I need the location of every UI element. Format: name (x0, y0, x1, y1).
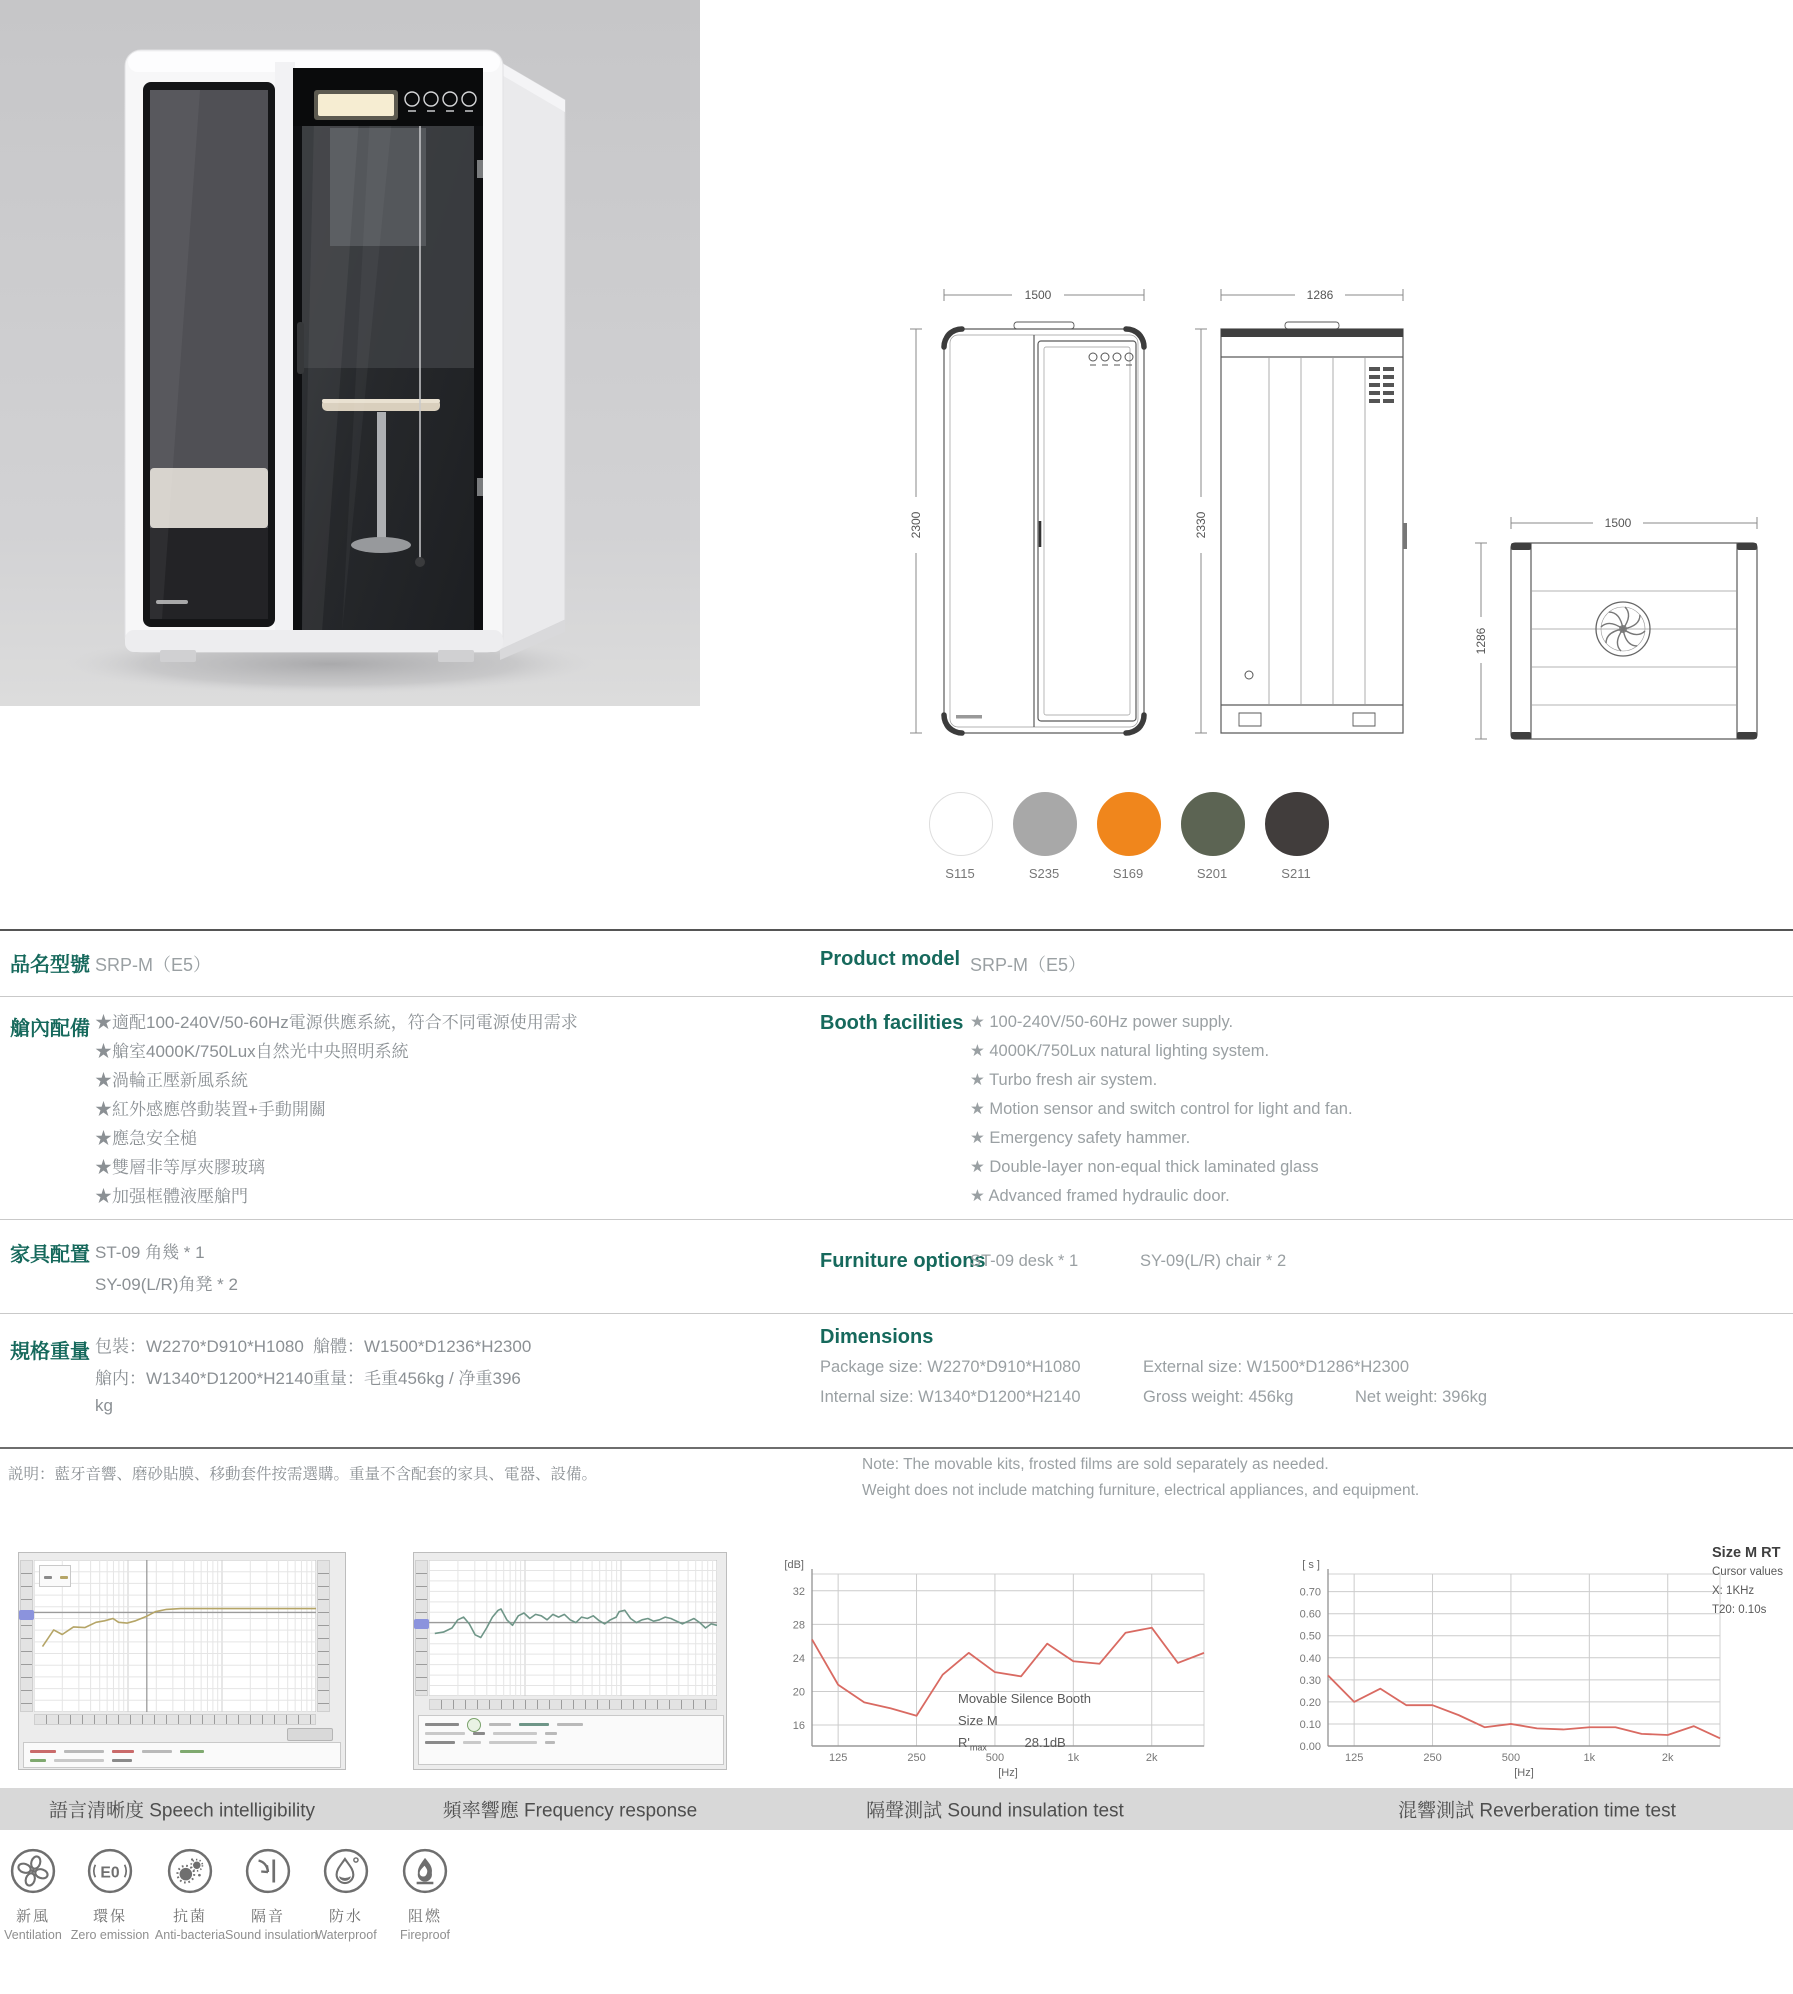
swatch-color-s169 (1097, 792, 1161, 856)
specs-label-en: Dimensions (820, 1326, 934, 1348)
mini-legend (39, 1565, 71, 1587)
booth-base (125, 630, 503, 652)
badge-label-en: Sound insulation (225, 1928, 318, 1942)
facilities-list-cn (95, 1008, 578, 1211)
specs-en-package: Package size: W2270*D910*H1080 (820, 1358, 1081, 1376)
dim-top-width: 1500 (1604, 516, 1632, 530)
specs-cn-package: 包裝：W2270*D910*H1080 (95, 1337, 304, 1356)
legend-metric-row (958, 1732, 1091, 1759)
specs-cn-weight: 重量：毛重456kg / 净重396 (313, 1369, 521, 1388)
speech-intelligibility-plot (34, 1560, 316, 1712)
waterproof-icon (323, 1848, 369, 1894)
facilities-label-cn: 艙內配備 (10, 1018, 90, 1040)
furniture-cn-line1: ST-09 角幾 * 1 (95, 1243, 205, 1262)
swatch-label: S235 (1028, 866, 1060, 881)
specs-en-external: External size: W1500*D1286*H2300 (1143, 1358, 1409, 1376)
legend-line: Movable Silence Booth (958, 1691, 1091, 1706)
svg-text:0.50: 0.50 (1299, 1630, 1321, 1643)
swatch-s115 (929, 792, 991, 881)
svg-text:125: 125 (1344, 1752, 1364, 1764)
badge-sound-insulation (225, 1848, 318, 1942)
product-model-label-en: Product model (820, 948, 961, 970)
legend-line: Cursor values (1712, 1566, 1783, 1578)
svg-text:[dB]: [dB] (784, 1559, 804, 1571)
speech-intelligibility-chart (18, 1552, 346, 1770)
badge-label-cn: 抗菌 (172, 1908, 207, 1925)
caption-sound-insulation: 隔聲測試 Sound insulation test (866, 1800, 1124, 1822)
side-port (1245, 671, 1253, 679)
svg-text:[Hz]: [Hz] (998, 1767, 1018, 1779)
facility-item: ★雙層非等厚夾膠玻璃 (95, 1158, 265, 1177)
y-axis-strip-left (20, 1560, 33, 1712)
divider (0, 996, 1793, 997)
readout-panel (418, 1715, 724, 1765)
frequency-response-plot (429, 1560, 717, 1696)
note-en-line1: Note: The movable kits, frosted films are sold separately as needed. (862, 1456, 1329, 1473)
facilities-label-en: Booth facilities (820, 1012, 964, 1034)
divider (0, 1313, 1793, 1314)
divider (0, 1219, 1793, 1220)
svg-text:20: 20 (792, 1686, 805, 1699)
bacteria-icon (167, 1848, 213, 1894)
drawing-front-view (900, 275, 1160, 745)
facility-item: ★ 100-240V/50-60Hz power supply. (970, 1013, 1234, 1031)
legend-line: X: 1KHz (1712, 1585, 1755, 1597)
svg-text:250: 250 (1423, 1752, 1442, 1764)
swatch-color-s235 (1013, 792, 1077, 856)
furniture-en-item2: SY-09(L/R) chair * 2 (1140, 1252, 1287, 1270)
swatch-label: S201 (1196, 866, 1228, 881)
svg-text:0.20: 0.20 (1299, 1696, 1321, 1709)
product-model-label-cn: 品名型號 (10, 954, 90, 976)
door-panel-icons (1089, 353, 1133, 365)
svg-text:500: 500 (985, 1752, 1005, 1764)
badge-label-en: Waterproof (315, 1928, 377, 1942)
x-axis-strip (34, 1714, 316, 1725)
legend-title: Size M RT (1712, 1545, 1781, 1561)
svg-text:0.40: 0.40 (1299, 1652, 1321, 1665)
specs-cn-internal: 艙内：W1340*D1200*H2140 (95, 1369, 314, 1388)
facility-item: ★渦輪正壓新風系統 (95, 1071, 248, 1090)
facility-item: ★ Turbo fresh air system. (970, 1071, 1158, 1089)
svg-text:16: 16 (792, 1720, 805, 1733)
product-model-value-en: SRP-M（E5） (970, 955, 1087, 975)
svg-text:[Hz]: [Hz] (1514, 1767, 1534, 1779)
svg-text:0.60: 0.60 (1299, 1608, 1321, 1621)
badge-label-cn: 隔音 (250, 1908, 285, 1925)
plot-button[interactable] (287, 1728, 333, 1741)
swatch-s169 (1097, 792, 1159, 881)
side-handle (1403, 523, 1407, 549)
x-axis-strip (429, 1699, 717, 1710)
badge-label-en: Ventilation (4, 1928, 62, 1942)
door-handle (297, 322, 304, 374)
fan-icon (10, 1848, 56, 1894)
swatch-label: S169 (1112, 866, 1144, 881)
sound-insulation-legend (958, 1688, 1091, 1759)
y-axis-strip-right (317, 1560, 330, 1712)
caption-speech-intelligibility: 語言清晰度 Speech intelligibility (48, 1800, 316, 1822)
facility-item: ★應急安全槌 (95, 1129, 197, 1148)
specs-cn-weight-unit: kg (95, 1396, 113, 1415)
note-cn: 説明：藍牙音響、磨砂貼膜、移動套件按需選購。重量不含配套的家具、電器、設備。 (8, 1466, 598, 1483)
svg-text:0.30: 0.30 (1299, 1674, 1321, 1687)
specs-cn-external: 艙體：W1500*D1236*H2300 (313, 1337, 532, 1356)
badge-ventilation (0, 1848, 76, 1942)
booth-side-panel (500, 62, 565, 650)
svg-text:32: 32 (792, 1585, 805, 1598)
legend-line: Size M (958, 1713, 998, 1728)
top-corner-caps (1511, 543, 1757, 739)
badge-fireproof (382, 1848, 468, 1942)
dim-front-width: 1500 (1024, 288, 1052, 302)
drawing-logo (956, 715, 982, 719)
facility-item: ★ 4000K/750Lux natural lighting system. (970, 1042, 1270, 1060)
svg-text:1k: 1k (1067, 1752, 1080, 1764)
furniture-label-en: Furniture options (820, 1250, 986, 1272)
svg-text:28: 28 (792, 1619, 805, 1632)
specs-en-net: Net weight: 396kg (1355, 1388, 1488, 1406)
product-model-value-cn: SRP-M（E5） (95, 955, 212, 975)
dim-top-depth: 1286 (1474, 627, 1488, 655)
svg-text:2k: 2k (1145, 1752, 1158, 1764)
facility-item: ★ Emergency safety hammer. (970, 1129, 1191, 1147)
booth-mullion (275, 62, 295, 644)
chart-caption-bar (0, 1788, 1793, 1830)
frequency-response-chart (413, 1552, 727, 1770)
furniture-cn-line2: SY-09(L/R)角凳 * 2 (95, 1275, 238, 1294)
svg-text:500: 500 (1501, 1752, 1521, 1764)
e0-text: E0 (100, 1864, 120, 1882)
divider (0, 929, 1793, 931)
specs-label-cn: 規格重量 (10, 1341, 90, 1363)
swatch-color-s211 (1265, 792, 1329, 856)
dim-side-height: 2330 (1194, 511, 1208, 539)
svg-text:250: 250 (907, 1752, 926, 1764)
readout-panel (23, 1742, 341, 1768)
swatch-color-s201 (1181, 792, 1245, 856)
specs-en-internal: Internal size: W1340*D1200*H2140 (820, 1388, 1081, 1406)
cursor-value-tag (19, 1610, 34, 1620)
svg-text:2k: 2k (1661, 1752, 1674, 1764)
booth-left-window (143, 82, 275, 627)
badge-label-cn: 防水 (328, 1908, 363, 1925)
metric-value: 28.1dB (1024, 1735, 1066, 1750)
svg-text:1k: 1k (1583, 1752, 1596, 1764)
dim-side-width: 1286 (1306, 288, 1334, 302)
badge-waterproof (303, 1848, 389, 1942)
badge-label-cn: 阻燃 (407, 1908, 442, 1925)
reverberation-legend (1712, 1544, 1783, 1620)
status-badge (467, 1718, 481, 1732)
swatch-s211 (1265, 792, 1327, 881)
swatch-s235 (1013, 792, 1075, 881)
facility-item: ★適配100-240V/50-60Hz電源供應系統，符合不同電源使用需求 (95, 1013, 578, 1032)
badge-label-en: Fireproof (399, 1928, 451, 1942)
svg-text:125: 125 (828, 1752, 848, 1764)
metric-subscript: max (969, 1742, 987, 1753)
booth-glass-door (293, 68, 483, 642)
dim-front-height: 2300 (909, 511, 923, 539)
drawing-side-view (1185, 275, 1425, 745)
facility-item: ★ Double-layer non-equal thick laminated glass (970, 1158, 1319, 1176)
svg-text:[ s ]: [ s ] (1302, 1559, 1320, 1571)
swatch-label: S211 (1281, 866, 1311, 881)
drawing-top-view (1465, 505, 1775, 755)
badge-label-cn: 新風 (15, 1908, 50, 1925)
swatch-label: S115 (945, 866, 975, 881)
svg-text:0.10: 0.10 (1299, 1718, 1321, 1731)
badge-label-cn: 環保 (92, 1908, 127, 1925)
svg-text:0.70: 0.70 (1299, 1586, 1321, 1599)
e0-icon (87, 1848, 133, 1894)
badge-label-en: Anti-bacteria (154, 1928, 226, 1942)
facility-item: ★艙室4000K/750Lux自然光中央照明系統 (95, 1042, 409, 1061)
side-top-cap (1221, 329, 1403, 337)
svg-text:24: 24 (792, 1652, 805, 1665)
badge-zero-emission (67, 1848, 153, 1942)
svg-text:0.00: 0.00 (1299, 1741, 1321, 1753)
facility-item: ★ Advanced framed hydraulic door. (970, 1187, 1230, 1205)
facilities-list-en (970, 1008, 1353, 1211)
fireproof-icon (402, 1848, 448, 1894)
badge-anti-bacteria (147, 1848, 233, 1942)
caption-frequency-response: 頻率響應 Frequency response (442, 1800, 698, 1822)
cursor-value-tag (414, 1619, 429, 1629)
facility-item: ★紅外感應啓動裝置+手動開關 (95, 1100, 326, 1119)
facility-item: ★ Motion sensor and switch control for light and fan. (970, 1100, 1353, 1118)
furniture-label-cn: 家具配置 (10, 1244, 90, 1266)
legend-line: T20: 0.10s (1712, 1604, 1767, 1616)
facility-item: ★加强框體液壓艙門 (95, 1187, 248, 1206)
caption-reverberation: 混響測試 Reverberation time test (1398, 1800, 1676, 1822)
sound-insulation-icon (245, 1848, 291, 1894)
swatch-s201 (1181, 792, 1243, 881)
product-photo (0, 0, 700, 706)
note-en-line2: Weight does not include matching furniture, electrical appliances, and equipment. (862, 1482, 1420, 1499)
badge-label-en: Zero emission (70, 1928, 150, 1942)
reverberation-time-chart (1282, 1556, 1728, 1782)
specs-en-gross: Gross weight: 456kg (1143, 1388, 1294, 1406)
vent-grille (1369, 367, 1394, 403)
metric-symbol: R' (958, 1735, 970, 1750)
color-swatches (929, 792, 1349, 887)
divider (0, 1447, 1793, 1449)
swatch-color-s115 (929, 792, 993, 856)
furniture-en-item1: ST-09 desk * 1 (970, 1252, 1079, 1270)
